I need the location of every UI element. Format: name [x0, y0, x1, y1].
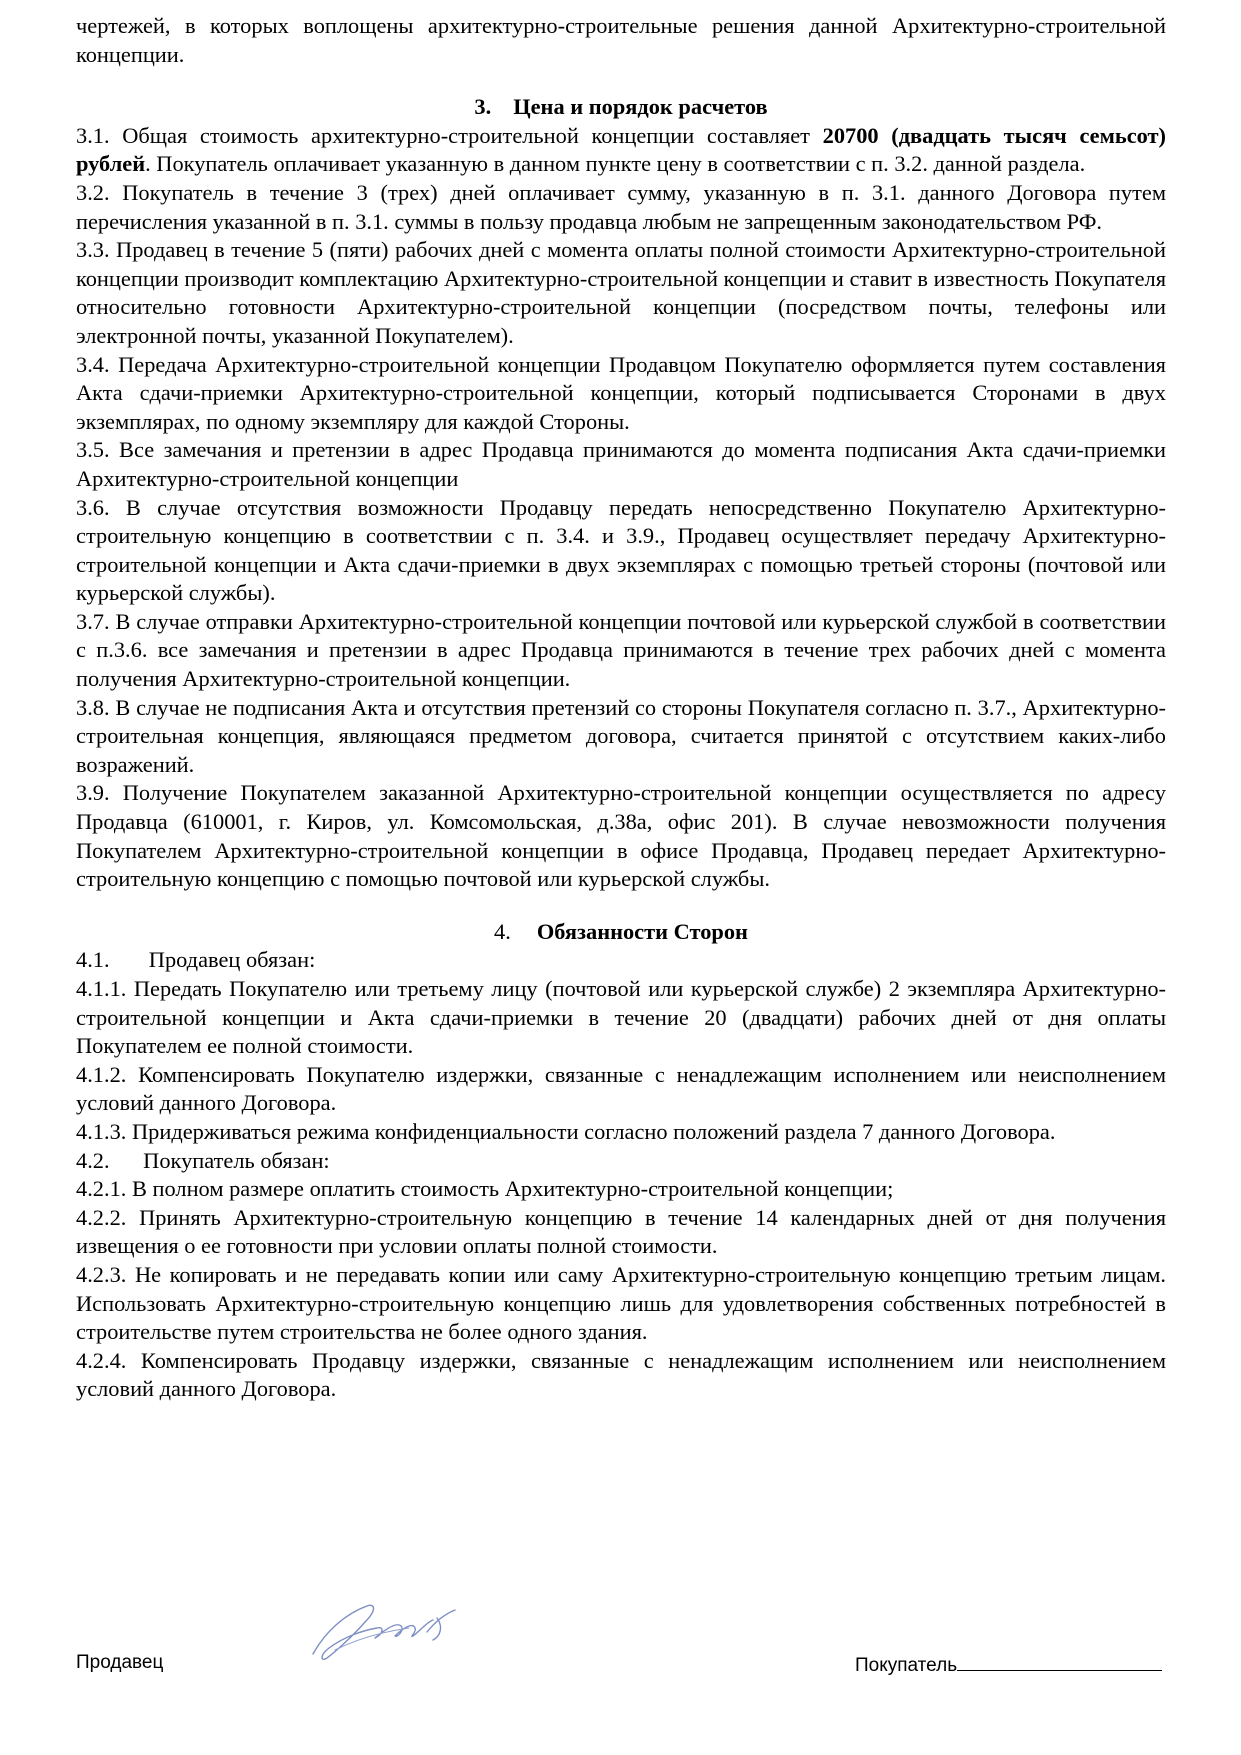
- clause-4-1-2: 4.1.2. Компенсировать Покупателю издержки, связанные с ненадлежащим исполнением или неисполнением условий данного Договора.: [76, 1061, 1166, 1116]
- clause-4-2-1: 4.2.1. В полном размере оплатить стоимость Архитектурно-строительной концепции;: [76, 1176, 894, 1202]
- clause-3-2: 3.2. Покупатель в течение 3 (трех) дней оплачивает сумму, указанную в п. 3.1. данного Договора путем перечисления указанной в п. 3.1. суммы в пользу продавца любым не запрещенным законодательством РФ.: [76, 179, 1166, 234]
- clause-4-2-4: 4.2.4. Компенсировать Продавцу издержки, связанные с ненадлежащим исполнением или неисполнением условий данного Договора.: [76, 1347, 1166, 1402]
- clause-3-9: 3.9. Получение Покупателем заказанной Архитектурно-строительной концепции осуществляется по адресу Продавца (610001, г. Киров, ул. Комсомольская, д.38а, офис 201). В случае невозможности получения Покупателем Архитектурно-строительной концепции в офисе Продавца, Продавец передает Архитектурно-строительную концепцию с помощью почтовой или курьерской службы.: [76, 780, 1166, 892]
- clause-4-2-2: 4.2.2. Принять Архитектурно-строительную концепцию в течение 14 календарных дней от дня получения извещения о ее готовности при условии оплаты полной стоимости.: [76, 1204, 1166, 1259]
- buyer-signature-label: Покупатель: [855, 1655, 958, 1676]
- document-page: [76, 12, 1166, 1404]
- clause-4-1: 4.1. Продавец обязан:: [76, 947, 316, 973]
- clause-3-8: 3.8. В случае не подписания Акта и отсутствия претензий со стороны Покупателя согласно п. 3.7., Архитектурно-строительная концепция, являющаяся предметом договора, считается принятой с отсутствием каких-либо возражений.: [76, 694, 1166, 777]
- buyer-signature-line: [957, 1652, 1162, 1671]
- clause-3-3: 3.3. Продавец в течение 5 (пяти) рабочих дней с момента оплаты полной стоимости Архитектурно-строительной концепции производит комплектацию Архитектурно-строительной концепции и ставит в известность Покупателя относительно готовности Архитектурно-строительной концепции (посредством почты, телефоны или электронной почты, указанной Покупателем).: [76, 237, 1166, 348]
- clause-3-1-text: 3.1. Общая стоимость архитектурно-строительной концепции составляет: [76, 122, 823, 148]
- buyer-signature-block: [855, 1652, 1162, 1677]
- clause-3-1-tail: . Покупатель оплачивает указанную в данном пункте цену в соответствии с п. 3.2. данной раздела.: [145, 151, 1086, 177]
- section-3-number: 3.: [474, 94, 492, 120]
- section-3-heading: [76, 93, 1166, 122]
- section-4-number: 4.: [494, 918, 511, 944]
- section-4-heading: [76, 918, 1166, 947]
- seller-signature-label: Продавец: [76, 1652, 164, 1673]
- clause-4-2-3: 4.2.3. Не копировать и не передавать копии или саму Архитектурно-строительную концепцию третьим лицам. Использовать Архитектурно-строительную концепцию лишь для удовлетворения собственных потребностей в строительстве путем строительства не более одного здания.: [76, 1261, 1166, 1345]
- clause-3-1: [76, 122, 1166, 179]
- clause-4-2: 4.2. Покупатель обязан:: [76, 1147, 330, 1173]
- section-3-title: Цена и порядок расчетов: [513, 94, 768, 120]
- clause-4-1-1: 4.1.1. Передать Покупателю или третьему лицу (почтовой или курьерской службе) 2 экземпляра Архитектурно-строительной концепции и Акта сдачи-приемки в течение 20 (двадцати) рабочих дней от дня оплаты Покупателем ее полной стоимости.: [76, 976, 1166, 1059]
- clause-3-5: 3.5. Все замечания и претензии в адрес Продавца принимаются до момента подписания Акта сдачи-приемки Архитектурно-строительной концепции: [76, 437, 1166, 491]
- clause-3-7: 3.7. В случае отправки Архитектурно-строительной концепции почтовой или курьерской службой в соответствии с п.3.6. все замечания и претензии в адрес Продавца принимаются в течение трех рабочих дней с момента получения Архитектурно-строительной концепции.: [76, 608, 1166, 692]
- clause-3-6: 3.6. В случае отсутствия возможности Продавцу передать непосредственно Покупателю Архитектурно-строительную концепцию в соответствии с п. 3.4. и 3.9., Продавец осуществляет передачу Архитектурно-строительной концепции и Акта сдачи-приемки в двух экземплярах с помощью третьей стороны (почтовой или курьерской службы).: [76, 494, 1166, 606]
- intro-paragraph: чертежей, в которых воплощены архитектурно-строительные решения данной Архитектурно-строительной концепции.: [76, 13, 1166, 67]
- handwritten-signature: [305, 1592, 465, 1670]
- section-4-title: Обязанности Сторон: [536, 918, 748, 944]
- clause-3-4: 3.4. Передача Архитектурно-строительной концепции Продавцом Покупателю оформляется путем составления Акта сдачи-приемки Архитектурно-строительной концепции, который подписывается Сторонами в двух экземплярах, по одному экземпляру для каждой Стороны.: [76, 351, 1166, 434]
- price-amount: 20700 (двадцать тысяч семьсот) рублей: [76, 122, 1166, 177]
- clause-4-1-3: 4.1.3. Придерживаться режима конфиденциальности согласно положений раздела 7 данного Договора.: [76, 1118, 1056, 1144]
